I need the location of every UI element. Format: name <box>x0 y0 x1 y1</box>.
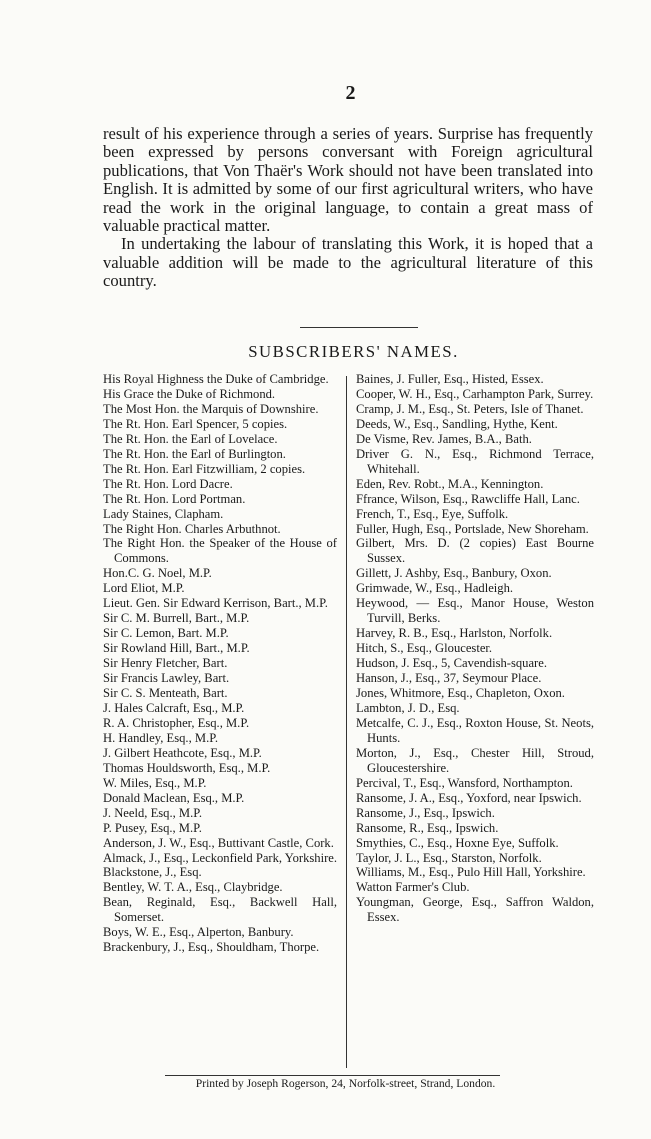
subscriber-entry: The Right Hon. the Speaker of the House of Commons. <box>103 536 337 566</box>
subscriber-entry: Anderson, J. W., Esq., Buttivant Castle, Cork. <box>103 835 334 850</box>
subscribers-heading: SUBSCRIBERS' NAMES. <box>248 342 459 361</box>
subscriber-entry: The Rt. Hon. Lord Portman. <box>103 491 246 506</box>
subscriber-entry: Sir Rowland Hill, Bart., M.P. <box>103 641 250 656</box>
subscriber-entry: The Rt. Hon. the Earl of Burlington. <box>103 446 286 461</box>
subscriber-entry: Metcalfe, C. J., Esq., Roxton House, St. Neots, Hunts. <box>356 715 594 745</box>
intro-paragraph: result of his experience through a series of years. Surprise has frequently been expressed by persons conversant with Foreign agricultural publications, that Von Thaër's Work should not have been translated into English. It is admitted by some of our first agricultural writers, who have read the work in the original language, to contain a great mass of valuable practical matter. <box>103 124 593 236</box>
subscriber-entry: Youngman, George, Esq., Saffron Waldon, Essex. <box>356 895 594 925</box>
subscriber-entry: Hon.C. G. Noel, M.P. <box>103 566 212 581</box>
printer-imprint: Printed by Joseph Rogerson, 24, Norfolk-street, Strand, London. <box>195 1077 496 1090</box>
subscribers-right-column <box>356 372 594 925</box>
column-divider <box>346 376 347 1068</box>
subscriber-entry: Ffrance, Wilson, Esq., Rawcliffe Hall, Lanc. <box>356 491 580 506</box>
subscriber-entry: J. Gilbert Heathcote, Esq., M.P. <box>103 745 262 760</box>
subscriber-entry: Ransome, J. A., Esq., Yoxford, near Ipswich. <box>356 790 582 805</box>
subscriber-entry: Cramp, J. M., Esq., St. Peters, Isle of Thanet. <box>356 401 584 416</box>
subscriber-entry: J. Hales Calcraft, Esq., M.P. <box>103 700 245 715</box>
subscriber-entry: His Royal Highness the Duke of Cambridge. <box>103 372 329 386</box>
subscriber-entry: Fuller, Hugh, Esq., Portslade, New Shoreham. <box>356 521 589 536</box>
subscriber-entry: Jones, Whitmore, Esq., Chapleton, Oxon. <box>356 686 565 701</box>
subscriber-entry: Lord Eliot, M.P. <box>103 581 185 596</box>
subscriber-entry: Morton, J., Esq., Chester Hill, Stroud, Gloucestershire. <box>356 745 594 775</box>
subscriber-entry: Almack, J., Esq., Leckonfield Park, Yorkshire. <box>103 850 337 865</box>
subscriber-entry: Sir Francis Lawley, Bart. <box>103 671 230 686</box>
subscriber-entry: Ransome, R., Esq., Ipswich. <box>356 820 499 835</box>
divider-rule <box>300 327 418 328</box>
subscriber-entry: Blackstone, J., Esq. <box>103 865 202 880</box>
subscriber-entry: Cooper, W. H., Esq., Carhampton Park, Surrey. <box>356 386 594 401</box>
subscriber-entry: The Rt. Hon. Earl Spencer, 5 copies. <box>103 416 288 431</box>
subscriber-entry: R. A. Christopher, Esq., M.P. <box>103 715 250 730</box>
subscriber-entry: Ransome, J., Esq., Ipswich. <box>356 805 495 820</box>
subscriber-entry: Brackenbury, J., Esq., Shouldham, Thorpe. <box>103 940 320 955</box>
subscriber-entry: Sir C. Lemon, Bart. M.P. <box>103 626 229 641</box>
subscriber-entry: Boys, W. E., Esq., Alperton, Banbury. <box>103 925 294 940</box>
subscriber-entry: Bean, Reginald, Esq., Backwell Hall, Somerset. <box>103 895 337 925</box>
subscriber-entry: The Rt. Hon. Lord Dacre. <box>103 476 233 491</box>
subscriber-entry: His Grace the Duke of Richmond. <box>103 386 276 401</box>
subscriber-entry: Sir C. M. Burrell, Bart., M.P. <box>103 611 250 626</box>
subscriber-entry: Taylor, J. L., Esq., Starston, Norfolk. <box>356 850 542 865</box>
subscriber-entry: Hudson, J. Esq., 5, Cavendish-square. <box>356 656 547 671</box>
subscriber-entry: Grimwade, W., Esq., Hadleigh. <box>356 581 514 596</box>
subscriber-entry: Williams, M., Esq., Pulo Hill Hall, Yorkshire. <box>356 865 586 880</box>
subscriber-entry: Lambton, J. D., Esq. <box>356 700 460 715</box>
intro-text <box>103 125 593 291</box>
subscriber-entry: P. Pusey, Esq., M.P. <box>103 820 202 835</box>
subscriber-entry: Watton Farmer's Club. <box>356 880 470 895</box>
subscribers-left-column <box>103 372 337 955</box>
subscriber-entry: Lieut. Gen. Sir Edward Kerrison, Bart., M.P. <box>103 596 328 611</box>
subscriber-entry: Bentley, W. T. A., Esq., Claybridge. <box>103 880 283 895</box>
subscriber-entry: Donald Maclean, Esq., M.P. <box>103 790 245 805</box>
subscriber-entry: Driver G. N., Esq., Richmond Terrace, Whitehall. <box>356 446 594 476</box>
subscriber-entry: The Rt. Hon. the Earl of Lovelace. <box>103 431 278 446</box>
subscriber-entry: Sir C. S. Menteath, Bart. <box>103 686 228 701</box>
subscriber-entry: Gilbert, Mrs. D. (2 copies) East Bourne Sussex. <box>356 536 594 566</box>
subscriber-entry: Heywood, — Esq., Manor House, Weston Turvill, Berks. <box>356 596 594 626</box>
subscriber-entry: De Visme, Rev. James, B.A., Bath. <box>356 431 532 446</box>
subscriber-entry: Baines, J. Fuller, Esq., Histed, Essex. <box>356 372 544 386</box>
subscriber-entry: J. Neeld, Esq., M.P. <box>103 805 203 820</box>
subscriber-entry: The Rt. Hon. Earl Fitzwilliam, 2 copies. <box>103 461 306 476</box>
subscriber-entry: Sir Henry Fletcher, Bart. <box>103 656 228 671</box>
subscriber-entry: Thomas Houldsworth, Esq., M.P. <box>103 760 271 775</box>
subscriber-entry: H. Handley, Esq., M.P. <box>103 730 218 745</box>
subscriber-entry: The Right Hon. Charles Arbuthnot. <box>103 521 281 536</box>
intro-paragraph: In undertaking the labour of translating this Work, it is hoped that a valuable addition will be made to the agricultural literature of this country. <box>103 234 593 291</box>
subscriber-entry: Eden, Rev. Robt., M.A., Kennington. <box>356 476 544 491</box>
subscriber-entry: W. Miles, Esq., M.P. <box>103 775 207 790</box>
subscriber-entry: French, T., Esq., Eye, Suffolk. <box>356 506 509 521</box>
subscriber-entry: Lady Staines, Clapham. <box>103 506 224 521</box>
subscriber-entry: The Most Hon. the Marquis of Downshire. <box>103 401 319 416</box>
subscriber-entry: Hitch, S., Esq., Gloucester. <box>356 641 493 656</box>
subscriber-entry: Percival, T., Esq., Wansford, Northampton. <box>356 775 573 790</box>
subscriber-entry: Harvey, R. B., Esq., Harlston, Norfolk. <box>356 626 553 641</box>
subscriber-entry: Hanson, J., Esq., 37, Seymour Place. <box>356 671 542 686</box>
subscriber-entry: Smythies, C., Esq., Hoxne Eye, Suffolk. <box>356 835 559 850</box>
subscriber-entry: Deeds, W., Esq., Sandling, Hythe, Kent. <box>356 416 558 431</box>
footer-rule <box>165 1075 500 1076</box>
subscriber-entry: Gillett, J. Ashby, Esq., Banbury, Oxon. <box>356 566 552 581</box>
page-number: 2 <box>345 82 356 104</box>
